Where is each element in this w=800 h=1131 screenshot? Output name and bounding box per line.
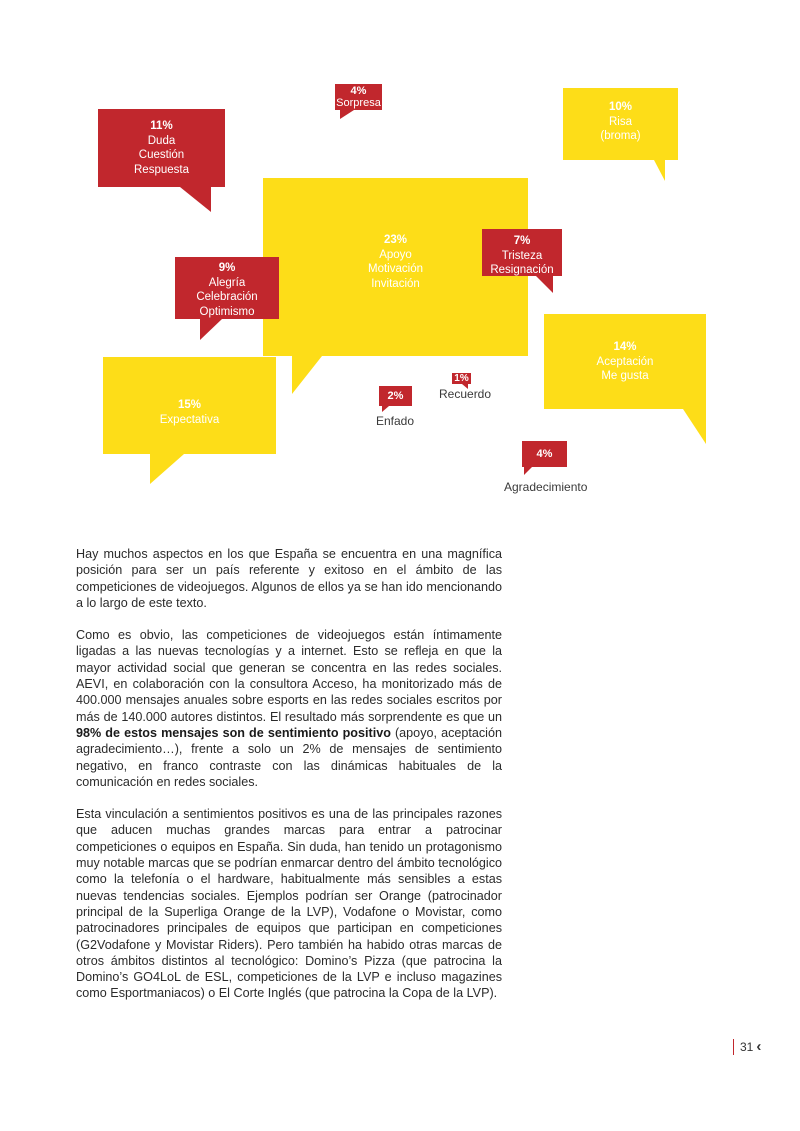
bubble-risa bbox=[563, 88, 678, 160]
bubble-agradecimiento bbox=[522, 441, 567, 467]
bubble-recuerdo bbox=[452, 373, 471, 384]
bubble-sorpresa bbox=[335, 84, 382, 110]
page-number-divider bbox=[733, 1039, 734, 1055]
bubble-tristeza bbox=[482, 229, 562, 276]
bubble-risa-line2: (broma) bbox=[600, 130, 641, 142]
bubble-aceptacion-line1: Aceptación bbox=[596, 355, 654, 368]
bubble-sorpresa-pct: 4% bbox=[350, 85, 367, 97]
paragraph-2-c: (apoyo, aceptación agradecimiento…), frente a solo un 2% de mensajes de sentimiento negativo, en franco contraste con las dinámicas habituales de la comunicación en redes sociales. bbox=[76, 725, 502, 789]
bubble-alegria bbox=[175, 257, 279, 319]
bubble-aceptacion-line2: Me gusta bbox=[601, 370, 649, 382]
bubble-enfado bbox=[379, 386, 412, 406]
bubble-duda bbox=[98, 109, 225, 187]
bubble-tristeza-tail bbox=[536, 276, 553, 293]
bubble-aceptacion-pct: 14% bbox=[613, 341, 637, 353]
bubble-risa-tail bbox=[654, 160, 665, 181]
bubble-duda-tail bbox=[180, 187, 211, 212]
bubble-alegria-pct: 9% bbox=[218, 262, 236, 274]
bubble-expectativa-tail bbox=[150, 454, 184, 484]
bubble-agradecimiento-label: Agradecimiento bbox=[504, 480, 588, 494]
bubble-tristeza-pct: 7% bbox=[513, 235, 531, 247]
bubble-enfado-tail bbox=[382, 406, 389, 412]
bubble-apoyo-line3: Invitación bbox=[371, 277, 420, 290]
bubble-aceptacion bbox=[544, 314, 706, 409]
bubble-duda-line3: Respuesta bbox=[134, 163, 189, 176]
paragraph-2 bbox=[76, 627, 502, 790]
page-number-value: 31 bbox=[740, 1040, 754, 1054]
bubble-agradecimiento-pct: 4% bbox=[536, 448, 553, 460]
chevron-left-icon: ‹ bbox=[756, 1038, 762, 1055]
bubble-recuerdo-label: Recuerdo bbox=[439, 387, 492, 401]
bubble-apoyo-tail bbox=[292, 356, 322, 394]
bubble-tristeza-line2: Resignación bbox=[490, 264, 554, 276]
bubble-aceptacion-tail bbox=[683, 409, 706, 444]
bubble-risa-line1: Risa bbox=[608, 115, 632, 128]
bubble-apoyo-line1: Apoyo bbox=[379, 248, 412, 261]
paragraph-2-bold: 98% de estos mensajes son de sentimiento positivo bbox=[76, 725, 391, 740]
paragraph-3: Esta vinculación a sentimientos positivos es una de las principales razones que aducen muchas grandes marcas para entrar a patrocinar competiciones o equipos en España. Sin duda, han tenido un protagonismo muy notable marcas que se podrían enmarcar dentro del ámbito tecnológico como la telefonía o el hardware, habitualmente más sensibles a estas nuevas tendencias sociales. Ejemplos podrían ser Orange (patrocinador principal de la Superliga Orange de la LVP), Vodafone o Movistar, como patrocinadores principales de equipos que participan en competiciones (G2Vodafone y Movistar Riders). Pero también ha habido otras marcas de otros ámbitos distintos al tecnológico: Domino’s Pizza (que patrocina la Domino’s GO4LoL de ESL, competiciones de la LVP e incluso magazines como Esportmaniacos) o El Corte Inglés (que patrocina la Copa de la LVP). bbox=[76, 807, 502, 1001]
bubble-alegria-line1: Alegría bbox=[208, 276, 246, 289]
bubble-expectativa-line1: Expectativa bbox=[159, 413, 220, 426]
bubble-sorpresa-line1: Sorpresa bbox=[336, 97, 381, 109]
bubble-duda-line1: Duda bbox=[147, 134, 176, 147]
bubble-enfado-pct: 2% bbox=[387, 390, 404, 402]
bubble-risa-pct: 10% bbox=[608, 101, 633, 113]
paragraph-2-a: Como es obvio, las competiciones de videojuegos están íntimamente ligadas a las nuevas tecnologías y a internet. Esto se refleja en que la mayor actividad social que generan se concentra en las redes sociales. AEVI, en colaboración con la consultora Acceso, ha monitorizado más de 400.000 mensajes anuales sobre esports en las redes sociales escritos por más de 140.000 autores distintos. El resultado más sorprendente es que un bbox=[76, 628, 502, 724]
bubble-agradecimiento-tail bbox=[524, 467, 532, 475]
bubble-alegria-line3: Optimismo bbox=[199, 305, 255, 318]
bubble-duda-line2: Cuestión bbox=[138, 149, 185, 161]
bubble-sorpresa-tail bbox=[340, 110, 354, 119]
bubble-enfado-label: Enfado bbox=[376, 414, 415, 428]
bubble-recuerdo-pct: 1% bbox=[454, 373, 469, 384]
bubble-apoyo-line2: Motivación bbox=[368, 263, 423, 275]
page-number bbox=[733, 1038, 761, 1056]
bubble-expectativa-pct: 15% bbox=[177, 399, 202, 411]
body-text bbox=[76, 546, 502, 1018]
bubble-expectativa bbox=[103, 357, 276, 454]
bubble-apoyo-pct: 23% bbox=[383, 234, 408, 246]
bubble-duda-pct: 11% bbox=[150, 120, 173, 132]
bubble-tristeza-line1: Tristeza bbox=[501, 249, 543, 262]
paragraph-1: Hay muchos aspectos en los que España se encuentra en una magnífica posición para ser un país referente y exitoso en el ámbito de las competiciones de videojuegos. Algunos de ellos ya se han ido mencionando a lo largo de este texto. bbox=[76, 547, 502, 610]
bubble-alegria-line2: Celebración bbox=[196, 291, 258, 303]
bubble-alegria-tail bbox=[200, 319, 222, 340]
